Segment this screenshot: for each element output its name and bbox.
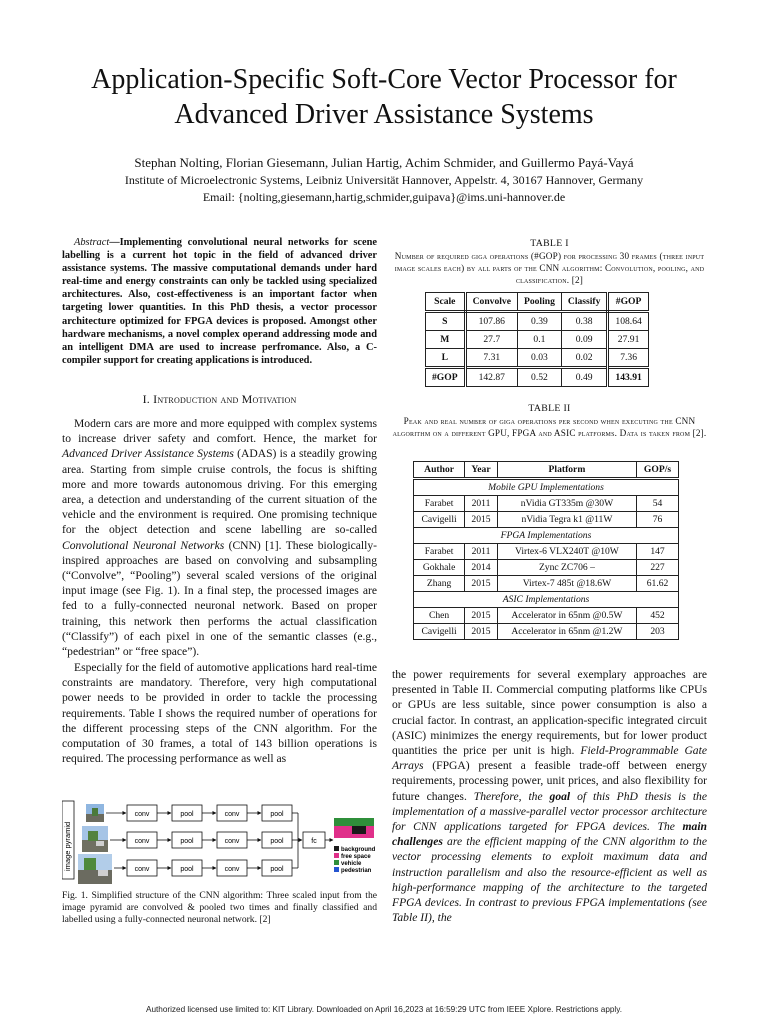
- table-cell: S: [426, 312, 466, 331]
- table-cell: Cavigelli: [414, 624, 465, 640]
- table-cell: Farabet: [414, 544, 465, 560]
- table-cell: 0.39: [517, 312, 561, 331]
- conv-label: conv: [134, 866, 150, 873]
- table-cell: 2011: [465, 544, 498, 560]
- table-cell: 27.91: [608, 331, 648, 349]
- table-group-label: Mobile GPU Implementations: [414, 479, 679, 496]
- pool-label: pool: [180, 811, 194, 818]
- table-cell: Farabet: [414, 496, 465, 512]
- right-text-b: (FPGA) present a feasible trade-off between energy requirements, processing power, unit prices, and also flexibility for future changes.: [392, 759, 707, 803]
- table-cell: 0.09: [561, 331, 608, 349]
- table-header: Classify: [561, 293, 608, 312]
- p1-text-b: (ADAS) is a steadily growing area. Starting from simple cruise controls, the focus is shifting more and more towards autonomous driving. For this emerging area, a detection and understanding of the current situation of the vehicle and the environment is required. One promising technique for the object detection and scene labelling are so-called: [62, 447, 377, 537]
- email: Email: {nolting,giesemann,hartig,schmider,guipava}@ims.uni-hannover.de: [202, 190, 566, 204]
- abstract-text: —Implementing convolutional neural networks for scene labelling is a current hot topic in the field of advanced driver assistance systems. The massive computational demands under hard real-time and energy constraints can only be tackled using specialized architectures. Also, cost-effectiveness is an important factor when targeting lower quantities. In this PhD thesis, a vector processor architecture optimized for FPGA devices is proposed. Amongst other hardware mechanisms, a novel complex operand addressing mode and an intelligent DMA are used to increase perfromance. Also, a C-compiler support for creating applications is introduced.: [62, 237, 377, 366]
- table-cell: 108.64: [608, 312, 648, 331]
- legend-swatch-free-space: [334, 853, 339, 858]
- table-cell: 2015: [465, 512, 498, 528]
- conv-label: conv: [224, 811, 240, 818]
- table-cell: 203: [637, 624, 679, 640]
- table-cell: Gokhale: [414, 560, 465, 576]
- table-cell: Virtex-7 485t @18.6W: [497, 576, 636, 592]
- conv-label: conv: [224, 838, 240, 845]
- table-row: [426, 331, 649, 349]
- table-cell: 107.86: [465, 312, 517, 331]
- legend-swatch-pedestrian: [334, 867, 339, 872]
- table-cell: M: [426, 331, 466, 349]
- affiliation: Institute of Microelectronic Systems, Leibniz Universität Hannover, Appelstr. 4, 30167 Hannover, Germany: [124, 173, 644, 187]
- table-2-label: TABLE II: [528, 403, 571, 414]
- table-group-label: FPGA Implementations: [414, 528, 679, 544]
- conv-label: conv: [224, 866, 240, 873]
- conv-label: conv: [134, 838, 150, 845]
- legend-swatch-background: [334, 846, 339, 851]
- table-1-caption-text: Number of required giga operations (#GOP) for processing 30 frames (three input image scales each) by all parts of the CNN algorithm: Convolution, pooling, and classification. [2]: [394, 251, 705, 285]
- table-cell: 0.1: [517, 331, 561, 349]
- table-header: Author: [414, 462, 465, 479]
- right-column-text: [392, 667, 707, 925]
- table-cell: 0.02: [561, 349, 608, 368]
- right-text-goal: goal: [549, 789, 571, 803]
- table-cell: 76: [637, 512, 679, 528]
- table-cell: 2014: [465, 560, 498, 576]
- table-cell: nVidia GT335m @30W: [497, 496, 636, 512]
- table-header: Convolve: [465, 293, 517, 312]
- p1-text-a: Modern cars are more and more equipped with complex systems to increase driver safety and comfort. Hence, the market for: [62, 417, 377, 446]
- table-header: GOP/s: [637, 462, 679, 479]
- table-cell: #GOP: [426, 368, 466, 387]
- table-group-row: [414, 479, 679, 496]
- output-label-image: [334, 818, 374, 838]
- table-cell: 0.49: [561, 368, 608, 387]
- footer-notice: Authorized licensed use limited to: KIT Library. Downloaded on April 16,2023 at 16:59:29 UTC from IEEE Xplore. Restrictions apply.: [145, 1005, 623, 1014]
- table-cell: 2015: [465, 624, 498, 640]
- table-2: [413, 461, 679, 640]
- table-row: [414, 608, 679, 624]
- p1-text-c: (CNN) [1]. These biologically-inspired approaches are based on convolving and subsampling (“Convolve”, “Pooling”) several scaled versions of the original input image (see Fig. 1). In a final step, the processed images are fed to a fully-connected neuronal network. Based on proper training, this network then performs the actual classification (“Classify”) of each pixel in one of the semantic classes (e.g., “pedestrian” or “free space”).: [62, 538, 377, 659]
- table-cell: 7.36: [608, 349, 648, 368]
- table-header: Platform: [497, 462, 636, 479]
- abstract-lead: Abstract: [74, 237, 110, 248]
- table-cell: L: [426, 349, 466, 368]
- title-line-1: Application-Specific Soft-Core Vector Processor for: [91, 64, 677, 95]
- pool-label: pool: [180, 866, 194, 873]
- pool-label: pool: [270, 838, 284, 845]
- table-cell: Virtex-6 VLX240T @10W: [497, 544, 636, 560]
- p2-text: Especially for the field of automotive applications hard real-time constraints are mandatory. Therefore, very high computational power needs to be provided in order to tackle the processing requirements. Table I shows the required number of operations for the different processing steps of the CNN algorithm. For the computation of 30 frames, a total of 143 billion operations is required. The processing performance as well as: [62, 661, 377, 766]
- table-cell: 2015: [465, 576, 498, 592]
- pyramid-label: image pyramid: [63, 821, 72, 871]
- table-cell: Cavigelli: [414, 512, 465, 528]
- table-cell: Accelerator in 65nm @1.2W: [497, 624, 636, 640]
- table-header: Scale: [426, 293, 466, 312]
- table-row: [414, 544, 679, 560]
- table-row: [414, 496, 679, 512]
- table-cell: 147: [637, 544, 679, 560]
- table-cell: 142.87: [465, 368, 517, 387]
- legend-free-space: free space: [341, 854, 371, 860]
- table-cell: nVidia Tegra k1 @11W: [497, 512, 636, 528]
- p1-cnn: Convolutional Neuronal Networks: [62, 538, 225, 552]
- right-text-a: the power requirements for several exemplary approaches are presented in Table II. Commercial computing platforms like CPUs or GPUs are less suitable, since power consumption is also a crucial factor. In contrast, an application-specific integrated circuit (ASIC) minimizes the energy requirements, but for lower product quantities the price per unit is high.: [392, 668, 707, 758]
- table-cell: 452: [637, 608, 679, 624]
- table-cell: Zhang: [414, 576, 465, 592]
- legend-pedestrian: pedestrian: [341, 868, 372, 874]
- input-image-large: [78, 854, 112, 884]
- table-cell: 0.03: [517, 349, 561, 368]
- table-cell: 0.38: [561, 312, 608, 331]
- table-cell: Zync ZC706 –: [497, 560, 636, 576]
- right-text-c: Therefore, the: [473, 789, 550, 803]
- table-cell: 143.91: [608, 368, 648, 387]
- legend-background: background: [341, 847, 376, 853]
- p1-adas: Advanced Driver Assistance Systems: [62, 447, 234, 461]
- intro-paragraph-2: [62, 660, 377, 766]
- table-cell: Chen: [414, 608, 465, 624]
- right-text-fpga: Field-Programmable Gate Arrays: [392, 744, 707, 773]
- table-cell: 61.62: [637, 576, 679, 592]
- input-image-small: [86, 804, 104, 822]
- table-cell: Accelerator in 65nm @0.5W: [497, 608, 636, 624]
- table-cell: 227: [637, 560, 679, 576]
- table-header: #GOP: [608, 293, 648, 312]
- table-group-label: ASIC Implementations: [414, 592, 679, 608]
- table-row: [426, 312, 649, 331]
- paper-title: [40, 62, 728, 132]
- abstract: [62, 236, 377, 367]
- table-cell: 0.52: [517, 368, 561, 387]
- table-row: [414, 624, 679, 640]
- table-1: [425, 292, 649, 387]
- table-1-total-row: [426, 368, 649, 387]
- authors: Stephan Nolting, Florian Giesemann, Julian Hartig, Achim Schmider, and Guillermo Payá-Vayá: [134, 155, 634, 170]
- right-text-e: are the efficient mapping of the CNN algorithm to the vector processing elements to exploit maximum data and instruction parallelism and also the resource-efficient as well as high-performance mapping of the architecture to the targeted FPGA devices. In contrast to previous FPGA implementations (see Table II), the: [392, 835, 707, 925]
- table-group-row: [414, 592, 679, 608]
- table-cell: 27.7: [465, 331, 517, 349]
- figure-1: [62, 796, 377, 886]
- fc-label: fc: [311, 838, 317, 845]
- table-1-label: TABLE I: [530, 238, 569, 249]
- intro-paragraph-1: [62, 416, 377, 659]
- table-cell: 54: [637, 496, 679, 512]
- figure-1-caption: Fig. 1. Simplified structure of the CNN algorithm: Three scaled input from the image pyramid are convolved & pooled two times and finally classified and labelled using a fully-connected neuronal network. [2]: [62, 890, 377, 925]
- table-group-row: [414, 528, 679, 544]
- table-header: Pooling: [517, 293, 561, 312]
- table-1-caption: [392, 238, 707, 286]
- table-2-header-row: [414, 462, 679, 479]
- conv-label: conv: [134, 811, 150, 818]
- table-cell: 2015: [465, 608, 498, 624]
- pool-label: pool: [180, 838, 194, 845]
- table-row: [414, 560, 679, 576]
- table-cell: 2011: [465, 496, 498, 512]
- right-text-main: main challenges: [392, 820, 707, 849]
- table-header: Year: [465, 462, 498, 479]
- table-2-caption-text: Peak and real number of giga operations per second when executing the CNN algorithm on a different GPU, FPGA and ASIC platforms. Data is taken from [2].: [392, 416, 707, 438]
- table-1-header-row: [426, 293, 649, 312]
- legend: [334, 846, 376, 874]
- table-row: [414, 512, 679, 528]
- title-line-2: Advanced Driver Assistance Systems: [174, 99, 594, 130]
- right-text-d: of this PhD thesis is the implementation of a massive-parallel vector processor architecture for CNN applications targeted for FPGA devices. The: [392, 789, 707, 834]
- table-row: [426, 349, 649, 368]
- table-cell: 7.31: [465, 349, 517, 368]
- table-row: [414, 576, 679, 592]
- input-image-medium: [82, 826, 108, 852]
- legend-vehicle: vehicle: [341, 861, 362, 867]
- pool-label: pool: [270, 811, 284, 818]
- pool-label: pool: [270, 866, 284, 873]
- section-heading: I. Introduction and Motivation: [142, 392, 297, 406]
- cnn-diagram: [62, 796, 377, 886]
- legend-swatch-vehicle: [334, 860, 339, 865]
- table-2-caption: [392, 403, 707, 439]
